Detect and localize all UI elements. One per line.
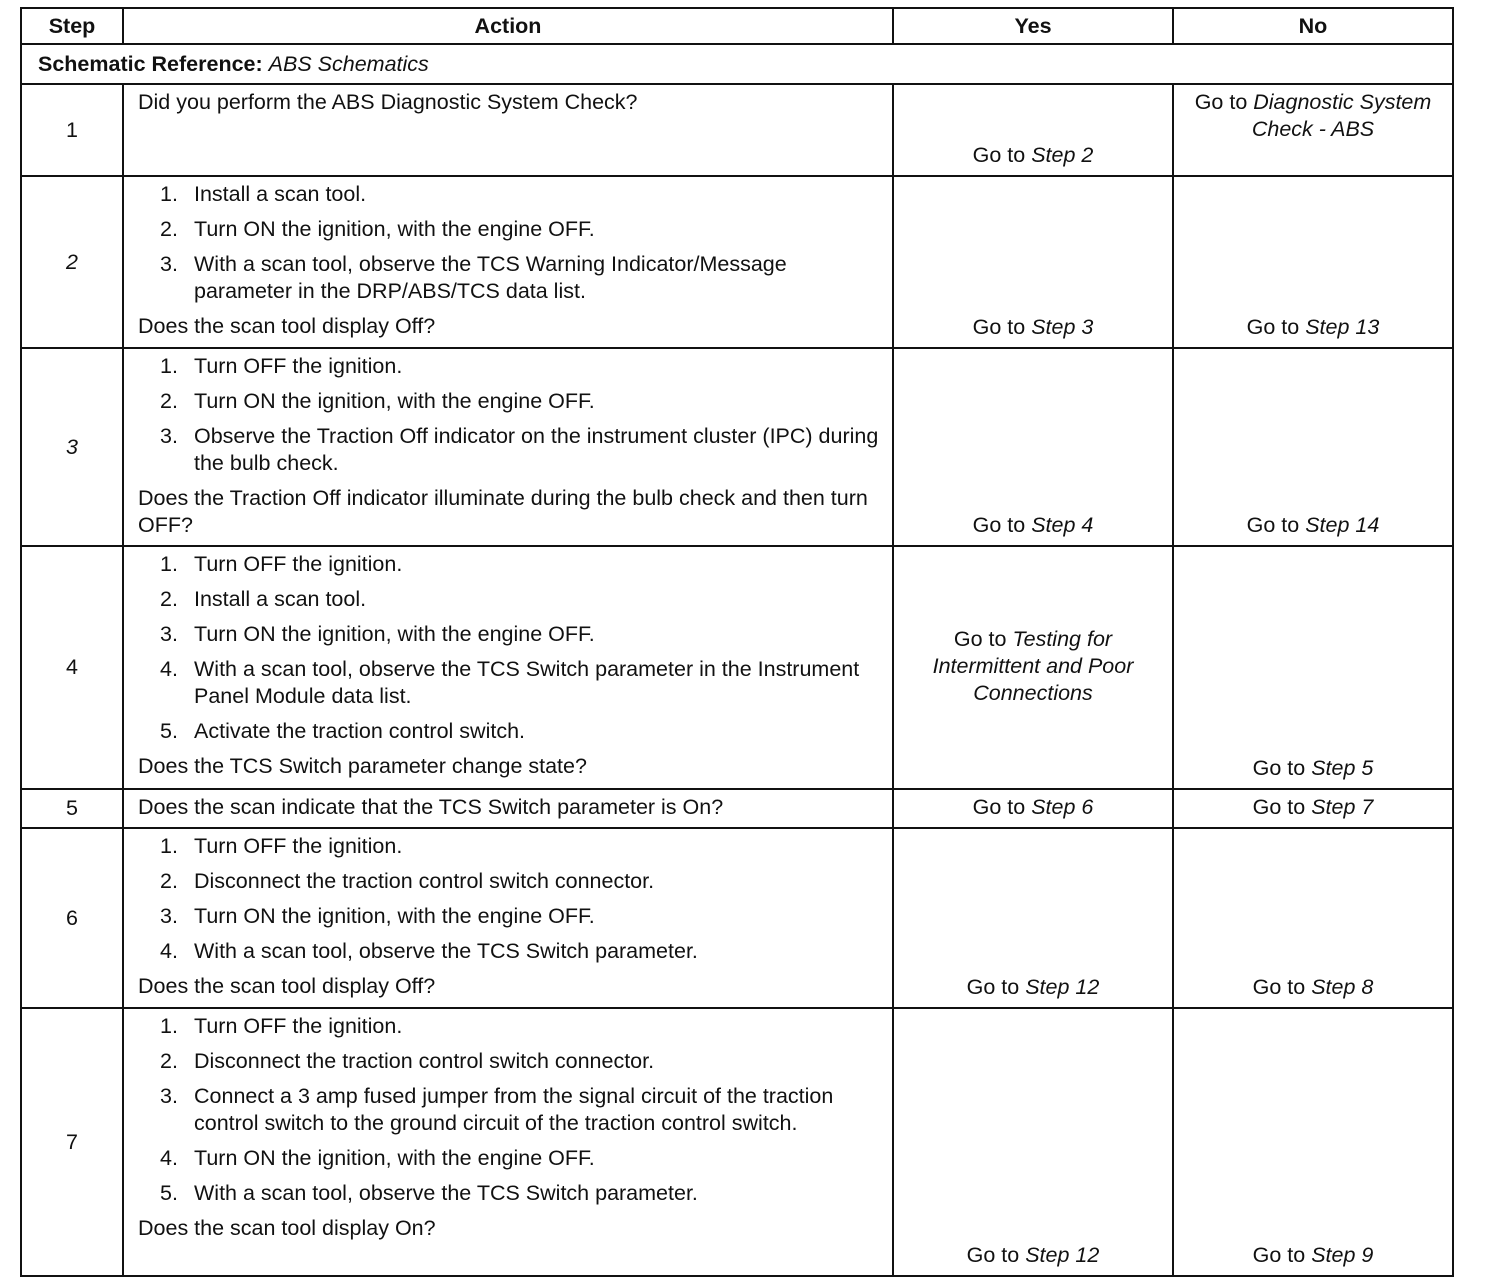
action-step-number: 3.: [160, 904, 178, 928]
header-action: Action: [123, 8, 893, 44]
action-cell: [123, 84, 893, 176]
action-step-text: Observe the Traction Off indicator on the instrument cluster (IPC) during the bulb check.: [194, 424, 879, 475]
yes-goto-label: Go to: [972, 513, 1032, 537]
action-steps: [138, 1013, 882, 1207]
header-step: Step: [21, 8, 123, 44]
action-step-number: 1.: [160, 354, 178, 378]
schematic-reference: [21, 44, 1453, 84]
action-step-text: With a scan tool, observe the TCS Switch parameter.: [194, 1181, 698, 1205]
yes-goto-link[interactable]: Step 2: [1031, 143, 1094, 167]
no-goto-link[interactable]: Diagnostic System Check - ABS: [1251, 90, 1432, 141]
step-row: [21, 348, 1453, 546]
yes-goto-link[interactable]: Step 4: [1031, 513, 1094, 537]
action-step-item: [138, 1083, 882, 1137]
action-step-text: With a scan tool, observe the TCS Warning Indicator/Message parameter in the DRP/ABS/TCS data list.: [194, 252, 787, 303]
action-step-text: Turn OFF the ignition.: [194, 552, 403, 576]
action-question: Does the Traction Off indicator illuminate during the bulb check and then turn OFF?: [138, 486, 868, 537]
action-step-number: 2.: [160, 587, 178, 611]
no-goto-label: Go to: [1252, 795, 1312, 819]
no-goto-label: Go to: [1246, 513, 1306, 537]
action-step-item: [138, 656, 882, 710]
action-question: Did you perform the ABS Diagnostic System Check?: [138, 90, 638, 114]
yes-result: [893, 546, 1173, 789]
no-goto-link[interactable]: Step 9: [1311, 1243, 1374, 1267]
yes-goto-link[interactable]: Step 6: [1031, 795, 1094, 819]
yes-goto-label: Go to: [972, 795, 1032, 819]
step-row: [21, 828, 1453, 1008]
action-step-text: Install a scan tool.: [194, 587, 367, 611]
yes-goto-link[interactable]: Testing for Intermittent and Poor Connections: [932, 627, 1134, 705]
no-goto-label: Go to: [1252, 756, 1312, 780]
action-cell: [123, 828, 893, 1008]
action-step-text: With a scan tool, observe the TCS Switch parameter in the Instrument Panel Module data list.: [194, 657, 860, 708]
schematic-reference-row: [21, 44, 1453, 84]
action-step-number: 1.: [160, 834, 178, 858]
action-cell: [123, 789, 893, 828]
yes-goto-link[interactable]: Step 12: [1025, 1243, 1100, 1267]
action-cell: [123, 546, 893, 789]
action-step-item: [138, 586, 882, 613]
step-number: 2: [21, 176, 123, 348]
action-cell: [123, 348, 893, 546]
yes-goto-label: Go to: [966, 975, 1026, 999]
action-step-item: [138, 1180, 882, 1207]
action-steps: [138, 181, 882, 305]
action-step-number: 4.: [160, 939, 178, 963]
yes-goto-label: Go to: [972, 315, 1032, 339]
action-step-number: 2.: [160, 1049, 178, 1073]
action-step-item: [138, 1013, 882, 1040]
yes-result: [893, 828, 1173, 1008]
no-goto-link[interactable]: Step 5: [1311, 756, 1374, 780]
action-step-number: 2.: [160, 389, 178, 413]
action-step-text: Turn OFF the ignition.: [194, 1014, 403, 1038]
action-steps: [138, 833, 882, 965]
step-number: 7: [21, 1008, 123, 1276]
no-goto-link[interactable]: Step 8: [1311, 975, 1374, 999]
no-result: [1173, 828, 1453, 1008]
action-step-item: [138, 181, 882, 208]
action-step-item: [138, 718, 882, 745]
action-steps: [138, 551, 882, 745]
yes-result: [893, 789, 1173, 828]
step-number: 4: [21, 546, 123, 789]
action-step-number: 5.: [160, 1181, 178, 1205]
action-step-number: 3.: [160, 424, 178, 448]
action-step-number: 5.: [160, 719, 178, 743]
no-goto-label: Go to: [1252, 975, 1312, 999]
no-result: [1173, 546, 1453, 789]
action-step-number: 1.: [160, 552, 178, 576]
action-step-item: [138, 551, 882, 578]
action-step-text: Disconnect the traction control switch connector.: [194, 1049, 655, 1073]
no-result: [1173, 789, 1453, 828]
step-number: 1: [21, 84, 123, 176]
action-question: Does the scan tool display Off?: [138, 974, 436, 998]
no-goto-link[interactable]: Step 14: [1305, 513, 1380, 537]
action-question: Does the scan tool display On?: [138, 1216, 436, 1240]
action-step-item: [138, 353, 882, 380]
action-step-item: [138, 423, 882, 477]
header-no: No: [1173, 8, 1453, 44]
action-step-text: Turn ON the ignition, with the engine OFF.: [194, 217, 595, 241]
action-step-number: 4.: [160, 1146, 178, 1170]
action-steps: [138, 353, 882, 477]
action-step-number: 2.: [160, 217, 178, 241]
action-step-number: 4.: [160, 657, 178, 681]
header-yes: Yes: [893, 8, 1173, 44]
step-row: [21, 1008, 1453, 1276]
action-question: Does the scan indicate that the TCS Switch parameter is On?: [138, 795, 724, 819]
yes-goto-label: Go to: [966, 1243, 1026, 1267]
action-step-number: 3.: [160, 622, 178, 646]
action-cell: [123, 176, 893, 348]
action-step-text: Turn ON the ignition, with the engine OFF.: [194, 1146, 595, 1170]
action-question: Does the scan tool display Off?: [138, 314, 436, 338]
action-step-item: [138, 1145, 882, 1172]
action-step-text: Turn ON the ignition, with the engine OFF.: [194, 389, 595, 413]
step-row: [21, 176, 1453, 348]
schematic-reference-label: Schematic Reference:: [38, 51, 263, 76]
no-result: [1173, 176, 1453, 348]
action-step-item: [138, 833, 882, 860]
action-step-text: Turn OFF the ignition.: [194, 354, 403, 378]
action-step-text: Turn ON the ignition, with the engine OFF.: [194, 904, 595, 928]
action-step-item: [138, 938, 882, 965]
action-step-item: [138, 251, 882, 305]
action-step-item: [138, 621, 882, 648]
step-number: 6: [21, 828, 123, 1008]
action-step-number: 1.: [160, 182, 178, 206]
step-number: 3: [21, 348, 123, 546]
action-step-number: 2.: [160, 869, 178, 893]
step-number: 5: [21, 789, 123, 828]
action-cell: [123, 1008, 893, 1276]
yes-result: [893, 348, 1173, 546]
schematic-reference-link[interactable]: ABS Schematics: [268, 51, 429, 76]
action-step-item: [138, 216, 882, 243]
action-step-item: [138, 868, 882, 895]
action-step-text: Turn ON the ignition, with the engine OFF.: [194, 622, 595, 646]
no-goto-label: Go to: [1252, 1243, 1312, 1267]
no-result: [1173, 348, 1453, 546]
no-goto-label: Go to: [1194, 90, 1254, 114]
action-step-text: Turn OFF the ignition.: [194, 834, 403, 858]
yes-goto-label: Go to: [972, 143, 1032, 167]
action-step-item: [138, 903, 882, 930]
no-result: [1173, 84, 1453, 176]
yes-goto-link[interactable]: Step 12: [1025, 975, 1100, 999]
step-row: [21, 84, 1453, 176]
action-step-item: [138, 1048, 882, 1075]
action-step-text: Install a scan tool.: [194, 182, 367, 206]
diagnostic-table: [20, 7, 1454, 1277]
yes-result: [893, 176, 1173, 348]
yes-result: [893, 1008, 1173, 1276]
table-body: [21, 44, 1453, 1276]
no-goto-link[interactable]: Step 7: [1311, 795, 1374, 819]
table-header: [21, 8, 1453, 44]
action-step-number: 3.: [160, 252, 178, 276]
yes-goto-label: Go to: [953, 627, 1013, 651]
yes-result: [893, 84, 1173, 176]
action-step-text: With a scan tool, observe the TCS Switch parameter.: [194, 939, 698, 963]
action-question: Does the TCS Switch parameter change state?: [138, 754, 587, 778]
action-step-item: [138, 388, 882, 415]
no-goto-label: Go to: [1246, 315, 1306, 339]
no-goto-link[interactable]: Step 13: [1305, 315, 1380, 339]
action-step-text: Activate the traction control switch.: [194, 719, 526, 743]
yes-goto-link[interactable]: Step 3: [1031, 315, 1094, 339]
step-row: [21, 546, 1453, 789]
no-result: [1173, 1008, 1453, 1276]
action-step-text: Connect a 3 amp fused jumper from the signal circuit of the traction control switch to the ground circuit of the traction control switch.: [194, 1084, 834, 1135]
action-step-number: 3.: [160, 1084, 178, 1108]
action-step-text: Disconnect the traction control switch connector.: [194, 869, 655, 893]
action-step-number: 1.: [160, 1014, 178, 1038]
step-row: [21, 789, 1453, 828]
